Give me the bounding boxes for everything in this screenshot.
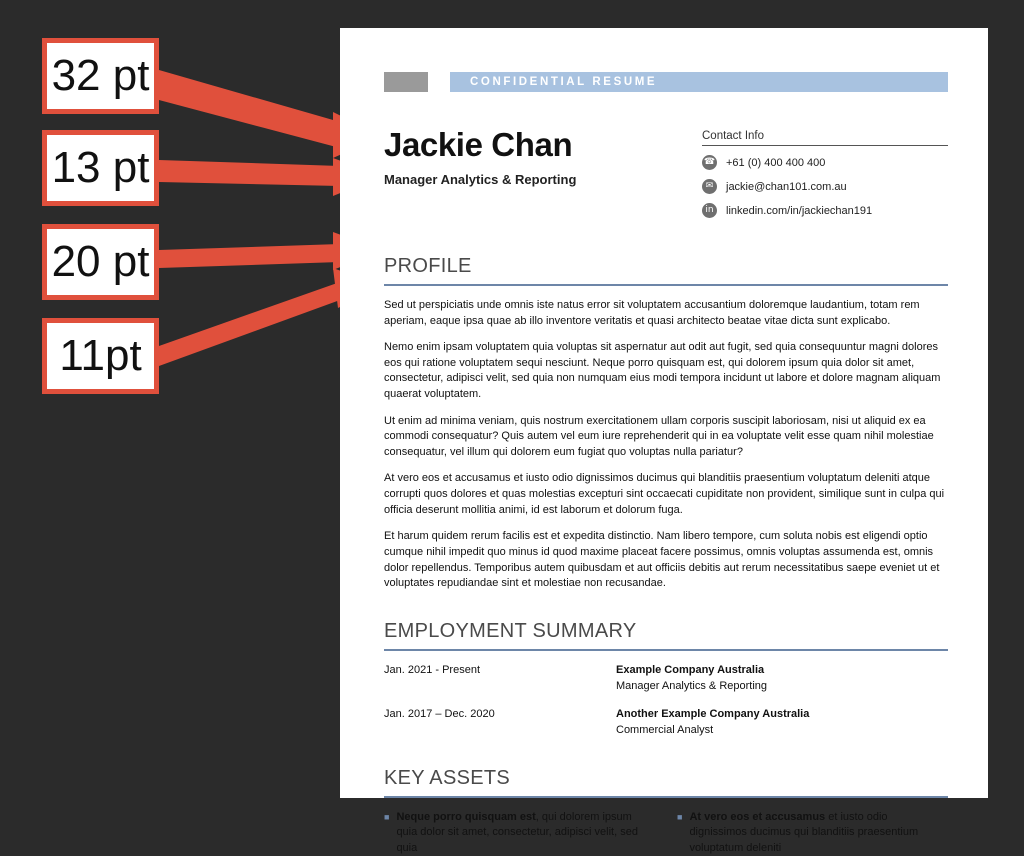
employment-row [384,663,948,695]
key-asset-text [396,810,655,856]
employment-role: Manager Analytics & Reporting [616,679,767,695]
email-icon: ✉ [702,179,717,194]
annotation-callout-13pt [42,130,159,206]
key-asset-item [677,810,948,856]
contact-info-heading: Contact Info [702,130,948,145]
phone-icon: ☎ [702,155,717,170]
contact-linkedin-text[interactable]: linkedin.com/in/jackiechan191 [726,205,872,217]
bullet-icon: ■ [384,810,389,856]
contact-phone-text: +61 (0) 400 400 400 [726,157,825,169]
key-asset-lead: At vero eos et accusamus [689,811,825,823]
key-asset-rest: , qui dolorem ipsum quia dolor sit amet, consectetur, adipisci velit, sed quia [396,811,638,854]
employment-company: Another Example Company Australia [616,707,809,723]
confidential-banner: CONFIDENTIAL RESUME [450,72,948,92]
contact-email-text: jackie@chan101.com.au [726,181,847,193]
contact-divider [702,145,948,146]
employment-section-title: EMPLOYMENT SUMMARY [384,618,948,643]
section-divider [384,284,948,286]
section-divider [384,649,948,651]
identity-block [384,126,702,187]
linkedin-icon: in [702,203,717,218]
employment-row [384,707,948,739]
profile-paragraph: Ut enim ad minima veniam, quis nostrum exercitationem ullam corporis suscipit laboriosam, nisi ut aliquid ex ea commodi consequatur? Quis autem vel eum iure reprehenderit qui in ea voluptate velit esse quam nihil molestiae consequatur, vel illum qui dolorem eum fugiat quo voluptas nulla pariatur? [384,414,948,461]
key-assets-column-left [384,810,655,856]
employment-details [616,663,767,695]
annotation-label: 11pt [59,334,141,378]
document-topbar [384,72,948,92]
employment-dates: Jan. 2021 - Present [384,663,616,695]
employment-details [616,707,809,739]
annotation-callout-11pt [42,318,159,394]
employment-role: Commercial Analyst [616,723,809,739]
profile-paragraph: Et harum quidem rerum facilis est et expedita distinctio. Nam libero tempore, cum soluta nobis est eligendi optio cumque nihil impedit quo minus id quod maxime placeat facere possimus, omnis voluptas assumenda est, omnis dolor repellendus. Temporibus autem quibusdam et aut officiis debitis aut rerum necessitatibus saepe eveniet ut et voluptates repudiandae sint et molestiae non recusandae. [384,529,948,591]
profile-section [384,253,948,592]
employment-company: Example Company Australia [616,663,767,679]
employment-section [384,618,948,739]
profile-paragraph: Sed ut perspiciatis unde omnis iste natus error sit voluptatem accusantium doloremque laudantium, totam rem aperiam, eaque ipsa quae ab illo inventore veritatis et quasi architecto beatae vitae dicta sunt explicabo. [384,298,948,329]
logo-placeholder-block [384,72,428,92]
contact-item-phone [702,155,948,170]
section-divider [384,796,948,798]
annotation-label: 13 pt [52,146,150,190]
annotation-label: 20 pt [52,240,150,284]
key-assets-section [384,765,948,856]
contact-info-block [702,126,948,227]
key-asset-item [384,810,655,856]
employment-dates: Jan. 2017 – Dec. 2020 [384,707,616,739]
candidate-job-title: Manager Analytics & Reporting [384,172,702,188]
key-assets-section-title: KEY ASSETS [384,765,948,790]
candidate-name: Jackie Chan [384,128,702,163]
key-asset-rest: et iusto odio dignissimos ducimus qui blanditiis praesentium voluptatum deleniti [689,811,918,854]
contact-item-email [702,179,948,194]
profile-paragraph: At vero eos et accusamus et iusto odio dignissimos ducimus qui blanditiis praesentium voluptatum deleniti atque corrupti quos dolores et quas molestias excepturi sint occaecati cupiditate non provident, similique sunt in culpa qui officia deserunt mollitia animi, id est laborum et dolorum fuga. [384,471,948,518]
key-assets-columns [384,810,948,856]
resume-header [384,126,948,227]
bullet-icon: ■ [677,810,682,856]
annotation-callout-20pt [42,224,159,300]
profile-section-title: PROFILE [384,253,948,278]
annotation-callout-32pt [42,38,159,114]
contact-item-linkedin[interactable] [702,203,948,218]
annotation-label: 32 pt [52,54,150,98]
key-asset-text [689,810,948,856]
key-assets-column-right [677,810,948,856]
profile-paragraph: Nemo enim ipsam voluptatem quia voluptas sit aspernatur aut odit aut fugit, sed quia consequuntur magni dolores eos qui ratione voluptatem sequi nesciunt. Neque porro quisquam est, qui dolorem ipsum quia dolor sit amet, consectetur, adipisci velit, sed quia non numquam eius modi tempora incidunt ut labore et dolore magnam aliquam quaerat voluptatem. [384,340,948,402]
resume-document [340,28,988,798]
key-asset-lead: Neque porro quisquam est [396,811,535,823]
